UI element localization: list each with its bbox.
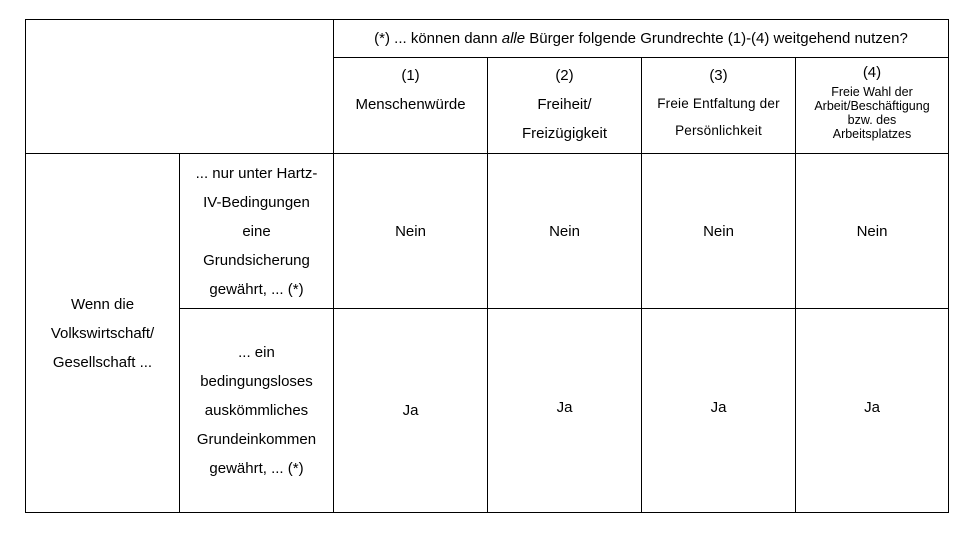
value-cell: Ja [710, 398, 727, 416]
row-group-label-line: Volkswirtschaft/ [50, 324, 155, 342]
condition-line: gewährt, ... (*) [209, 460, 304, 477]
column-title: Arbeit/Beschäftigung [814, 99, 930, 113]
column-header-2 [488, 58, 641, 153]
condition-line: IV-Bedingungen [203, 193, 310, 211]
condition-line: Grundeinkommen [196, 431, 317, 448]
condition-line: bedingungsloses [200, 373, 313, 390]
row-group-label-line: Wenn die [70, 295, 135, 313]
value-cell: Ja [864, 398, 880, 416]
column-title: Freie Entfaltung der [657, 96, 780, 111]
table-border-right [948, 19, 949, 513]
condition-line: ... ein [238, 344, 275, 361]
value-cell: Nein [549, 222, 580, 240]
condition-line: Grundsicherung [203, 251, 310, 269]
header-question-text: (*) ... können dann alle Bürger folgende Grundrechte (1)-(4) weitgehend nutzen? [374, 30, 908, 47]
row-condition-hartz-iv [180, 154, 333, 308]
value-cell: Nein [703, 222, 734, 240]
column-title: Freie Wahl der [831, 85, 913, 99]
value-cell: Ja [402, 402, 419, 419]
column-title: Arbeitsplatzes [832, 127, 912, 141]
value-cell: Ja [556, 398, 573, 416]
row-group-label [26, 154, 179, 512]
column-title: Persönlichkeit [675, 123, 762, 138]
column-title: Freizügigkeit [521, 125, 608, 142]
column-title: Menschenwürde [355, 96, 466, 113]
condition-line: auskömmliches [204, 402, 309, 419]
row-condition-basic-income [180, 309, 333, 512]
value-cell: Nein [856, 222, 888, 240]
rights-comparison-table [25, 19, 949, 513]
header-question [334, 20, 948, 57]
column-number: (1) [401, 67, 420, 84]
column-header-3 [642, 58, 795, 153]
row-group-label-line: Gesellschaft ... [52, 353, 153, 371]
value-cell: Nein [395, 222, 426, 240]
column-number: (3) [709, 67, 728, 84]
column-title: bzw. des [847, 113, 897, 127]
column-number: (4) [862, 64, 882, 81]
condition-line: eine [242, 222, 271, 240]
column-header-4 [796, 58, 948, 153]
column-title: Freiheit/ [537, 96, 592, 113]
column-header-1 [334, 58, 487, 153]
condition-line: gewährt, ... (*) [209, 280, 304, 298]
column-number: (2) [555, 67, 574, 84]
condition-line: ... nur unter Hartz- [195, 164, 318, 182]
